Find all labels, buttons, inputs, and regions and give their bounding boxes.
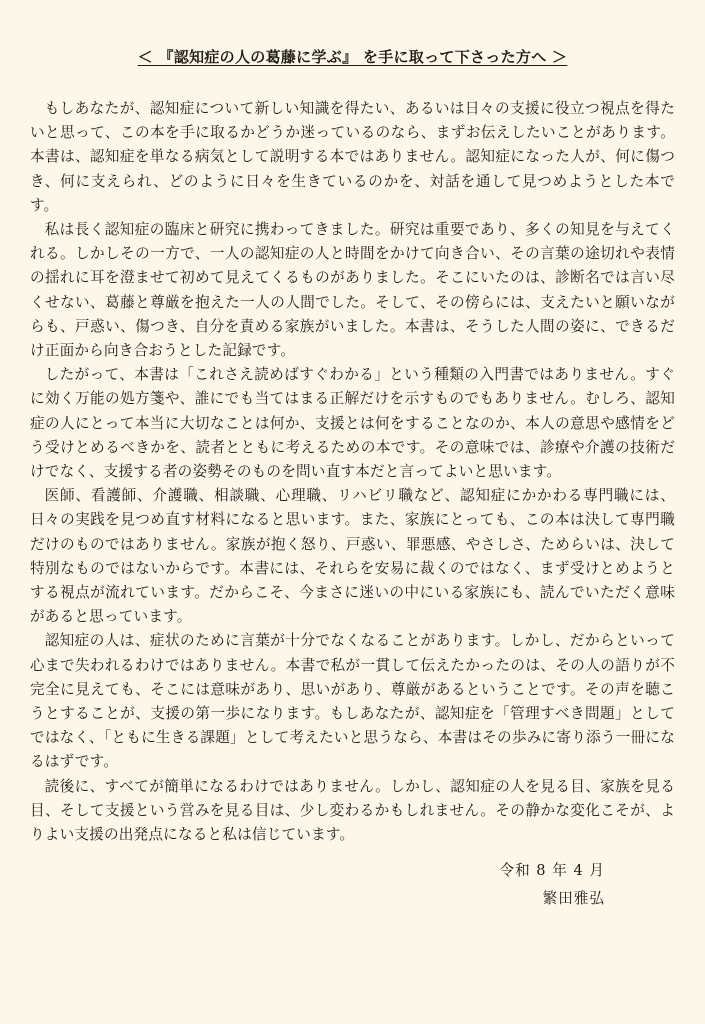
paragraph: したがって、本書は「これさえ読めばすぐわかる」という種類の入門書ではありません。すぐに効く万能の処方箋や、誰にでも当てはまる正解だけを示すものでもありません。むしろ、認知症の人にとって本当に大切なことは何か、支援とは何をすることなのか、本人の意思や感情をどう受けとめるべきかを、読者とともに考えるための本です。その意味では、診療や介護の技術だけでなく、支援する者の姿勢そのものを問い直す本だと言ってよいと思います。 [30,366,675,481]
letter-body [30,97,675,847]
paragraph: 医師、看護師、介護職、相談職、心理職、リハビリ職など、認知症にかかわる専門職には、日々の実践を見つめ直す材料になると思います。また、家族にとっても、この本は決して専門職だけのものではありません。家族が抱く怒り、戸惑い、罪悪感、やさしさ、ためらいは、決して特別なものではないからです。本書には、それらを安易に裁くのではなく、まず受けとめようとする視点が流れています。だからこそ、今まさに迷いの中にいる家族にも、読んでいただく意味があると思っています。 [30,487,675,626]
author-name: 繁田雅弘 [542,890,605,908]
paragraph: 読後に、すべてが簡単になるわけではありません。しかし、認知症の人を見る目、家族を見る目、そして支援という営みを見る目は、少し変わるかもしれません。その静かな変化こそが、よりよい支援の出発点になると私は信じています。 [30,777,675,844]
paragraph: もしあなたが、認知症について新しい知識を得たい、あるいは日々の支援に役立つ視点を得たいと思って、この本を手に取るかどうか迷っているのなら、まずお伝えしたいことがあります。本書は、認知症を単なる病気として説明する本ではありません。認知症になった人が、何に傷つき、何に支えられ、どのように日々を生きているのかを、対話を通して見つめようとした本です。 [30,100,675,214]
paragraph: 私は長く認知症の臨床と研究に携わってきました。研究は重要であり、多くの知見を与えてくれる。しかしその一方で、一人の認知症の人と時間をかけて向き合い、その言葉の途切れや表情の揺れに耳を澄ませて初めて見えてくるものがありました。そこにいたのは、診断名では言い尽くせない、葛藤と尊厳を抱えた一人の人間でした。そして、その傍らには、支えたいと願いながらも、戸惑い、傷つき、自分を責める家族がいました。本書は、そうした人間の姿に、できるだけ正面から向き合おうとした記録です。 [30,221,675,360]
signature-block [30,857,675,913]
date: 令和 8 年 4 月 [499,862,605,880]
page-title: ＜ 『認知症の人の葛藤に学ぶ』 を手に取って下さった方へ ＞ [137,48,568,66]
paragraph: 認知症の人は、症状のために言葉が十分でなくなることがあります。しかし、だからといって心まで失われるわけではありません。本書で私が一貫して伝えたかったのは、その人の語りが不完全に見えても、そこには意味があり、思いがあり、尊厳があるということです。その声を聴こうとすることが、支援の第一歩になります。もしあなたが、認知症を「管理すべき問題」としてではなく、「ともに生きる課題」として考えたいと思うなら、本書はその歩みに寄り添う一冊になるはずです。 [30,632,675,771]
